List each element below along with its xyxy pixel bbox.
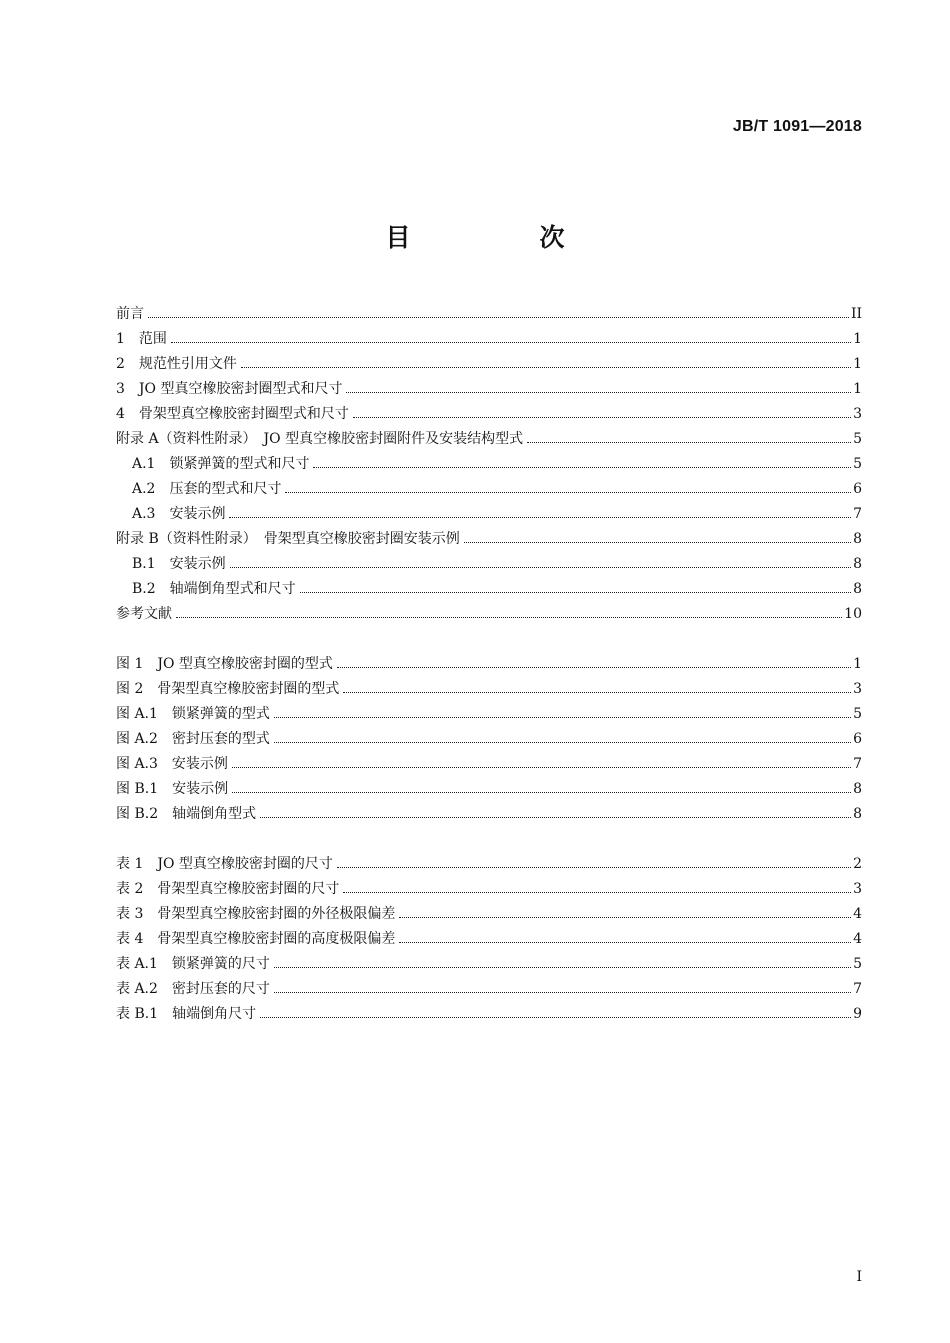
toc-entry-label: 图 A.2 密封压套的型式 [116,731,270,747]
toc-dot-leader [337,866,851,868]
toc-dot-leader [274,741,851,743]
toc-entry-page: 7 [853,981,862,997]
toc-entry[interactable] [116,573,862,598]
toc-dot-leader [241,366,851,368]
toc-entry[interactable] [116,448,862,473]
toc-entry-page: 4 [853,906,862,922]
toc-entry-page: II [850,306,862,322]
page-number: I [856,1269,862,1285]
toc-entry-page: 3 [853,406,862,422]
toc-dot-leader [313,466,851,468]
toc-entry[interactable] [116,323,862,348]
toc-entry-label: 4 骨架型真空橡胶密封圈型式和尺寸 [116,406,349,422]
toc-entry-label: 附录 A（资料性附录） JO 型真空橡胶密封圈附件及安装结构型式 [116,431,524,447]
toc-entry-page: 1 [853,381,862,397]
toc-entry-page: 8 [853,581,862,597]
toc-entry-label: 表 B.1 轴端倒角尺寸 [116,1006,257,1022]
toc-entry[interactable] [116,998,862,1023]
toc-entry-label: 表 2 骨架型真空橡胶密封圈的尺寸 [116,881,340,897]
toc-entry-page: 5 [853,431,862,447]
toc-entry[interactable] [116,723,862,748]
toc-entry-page: 6 [853,481,862,497]
toc-entry-page: 8 [853,781,862,797]
toc-entry-label: B.2 轴端倒角型式和尺寸 [132,581,296,597]
toc-entry-page: 6 [853,731,862,747]
toc-dot-leader [274,991,851,993]
page-title: 目 次 [385,223,617,252]
toc-entry-label: 参考文献 [116,606,172,622]
toc-entry-page: 7 [853,756,862,772]
toc-dot-leader [171,341,851,343]
toc-dot-leader [399,941,851,943]
toc-entry[interactable] [116,773,862,798]
toc-entry-page: 5 [853,456,862,472]
toc-dot-leader [343,691,851,693]
toc-entry[interactable] [116,423,862,448]
toc-entry-page: 3 [853,681,862,697]
toc-entry-label: 图 2 骨架型真空橡胶密封圈的型式 [116,681,340,697]
toc-entry-page: 1 [853,356,862,372]
toc-entry[interactable] [116,373,862,398]
toc-entry-label: 表 3 骨架型真空橡胶密封圈的外径极限偏差 [116,906,396,922]
toc-entry[interactable] [116,548,862,573]
toc-dot-leader [232,791,851,793]
toc-entry-page: 8 [853,531,862,547]
toc-entry[interactable] [116,523,862,548]
toc-entry-page: 10 [844,606,862,622]
toc-dot-leader [260,816,851,818]
toc-entry[interactable] [116,398,862,423]
toc-entry-page: 9 [853,1006,862,1022]
toc-entry-page: 7 [853,506,862,522]
toc-dot-leader [285,491,851,493]
toc-dot-leader [274,966,851,968]
toc-entry[interactable] [116,473,862,498]
toc-entry[interactable] [116,873,862,898]
toc-dot-leader [353,416,851,418]
toc-entry[interactable] [116,298,862,323]
toc-entry[interactable] [116,848,862,873]
toc-entry-label: 前言 [116,306,144,322]
toc-entry-page: 8 [853,556,862,572]
toc-entry-label: A.2 压套的型式和尺寸 [132,481,282,497]
toc-entry[interactable] [116,748,862,773]
toc-entry-page: 2 [853,856,862,872]
toc-dot-leader [176,616,842,618]
toc-entry[interactable] [116,948,862,973]
toc-entry-label: A.1 锁紧弹簧的型式和尺寸 [132,456,310,472]
toc-entry-label: A.3 安装示例 [132,506,226,522]
toc-entry[interactable] [116,973,862,998]
toc-entry[interactable] [116,673,862,698]
toc-main-section [116,298,862,623]
toc-entry-page: 1 [853,656,862,672]
toc-entry-label: 1 范围 [116,331,167,347]
toc-dot-leader [399,916,851,918]
toc-entry-label: 表 1 JO 型真空橡胶密封圈的尺寸 [116,856,333,872]
toc-entry-label: B.1 安装示例 [132,556,226,572]
toc-dot-leader [527,441,851,443]
toc-entry-label: 3 JO 型真空橡胶密封圈型式和尺寸 [116,381,343,397]
toc-dot-leader [464,541,851,543]
toc-dot-leader [260,1016,851,1018]
toc-dot-leader [229,516,851,518]
toc-entry[interactable] [116,598,862,623]
document-code: JB/T 1091—2018 [732,118,862,135]
toc-dot-leader [300,591,851,593]
toc-entry-label: 图 A.1 锁紧弹簧的型式 [116,706,270,722]
toc-entry-label: 表 A.2 密封压套的尺寸 [116,981,270,997]
toc-dot-leader [230,566,851,568]
toc-entry-label: 图 B.2 轴端倒角型式 [116,806,257,822]
toc-entry[interactable] [116,798,862,823]
toc-entry-label: 图 A.3 安装示例 [116,756,228,772]
toc-entry-page: 1 [853,331,862,347]
toc-entry-label: 附录 B（资料性附录） 骨架型真空橡胶密封圈安装示例 [116,531,460,547]
toc-entry[interactable] [116,498,862,523]
toc-entry-page: 5 [853,706,862,722]
toc-entry[interactable] [116,923,862,948]
toc-dot-leader [232,766,851,768]
toc-entry-label: 图 1 JO 型真空橡胶密封圈的型式 [116,656,333,672]
toc-dot-leader [148,316,849,318]
toc-entry-page: 8 [853,806,862,822]
toc-tables-section [116,848,862,1023]
toc-entry[interactable] [116,648,862,673]
toc-figures-section [116,648,862,823]
toc-entry[interactable] [116,348,862,373]
toc-entry-label: 图 B.1 安装示例 [116,781,229,797]
toc-entry[interactable] [116,898,862,923]
toc-dot-leader [337,666,851,668]
toc-entry-label: 表 A.1 锁紧弹簧的尺寸 [116,956,270,972]
toc-dot-leader [346,391,851,393]
toc-entry-label: 2 规范性引用文件 [116,356,237,372]
toc-entry-label: 表 4 骨架型真空橡胶密封圈的高度极限偏差 [116,931,396,947]
toc-entry-page: 3 [853,881,862,897]
toc-entry-page: 5 [853,956,862,972]
toc-entry-page: 4 [853,931,862,947]
toc-entry[interactable] [116,698,862,723]
toc-dot-leader [343,891,851,893]
toc-dot-leader [274,716,851,718]
